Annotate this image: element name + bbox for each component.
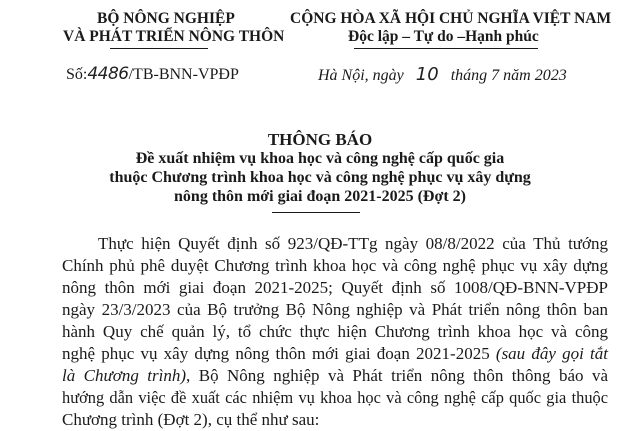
ministry-name-line1: BỘ NÔNG NGHIỆP bbox=[97, 10, 235, 27]
document-number-prefix: Số: bbox=[66, 66, 88, 83]
body-line-6 bbox=[62, 343, 608, 365]
document-date bbox=[318, 64, 567, 85]
body-line-3: nông thôn mới giai đoạn 2021-2025; Quyết định số 1008/QĐ-BNN-VPĐP bbox=[62, 278, 608, 297]
document-number-handwritten: 4486 bbox=[87, 64, 129, 84]
motto-underline bbox=[354, 48, 538, 49]
ministry-name-line2: VÀ PHÁT TRIỂN NÔNG THÔN bbox=[63, 28, 285, 45]
notice-heading: THÔNG BÁO bbox=[267, 130, 373, 149]
body-line-9: Chương trình (Đợt 2), cụ thể như sau: bbox=[62, 410, 320, 429]
body-line-7 bbox=[62, 365, 608, 387]
date-prefix: Hà Nội, ngày bbox=[318, 67, 404, 84]
national-title: CỘNG HÒA XÃ HỘI CHỦ NGHĨA VIỆT NAM bbox=[290, 10, 612, 27]
notice-subject-line3: nông thôn mới giai đoạn 2021-2025 (Đợt 2) bbox=[174, 188, 466, 205]
national-motto: Độc lập – Tự do –Hạnh phúc bbox=[348, 28, 539, 45]
body-line-4: ngày 23/3/2023 của Bộ trưởng Bộ Nông nghiệp và Phát triển nông thôn ban bbox=[62, 300, 608, 319]
document-number-suffix: /TB-BNN-VPĐP bbox=[128, 66, 239, 83]
date-day-handwritten: 10 bbox=[415, 64, 439, 85]
body-line-2: Chính phủ phê duyệt Chương trình khoa học và công nghệ phục vụ xây dựng bbox=[62, 256, 608, 275]
body-line-7-italic: là Chương trình) bbox=[62, 366, 187, 385]
body-line-7-text: , Bộ Nông nghiệp và Phát triển nông thôn thông báo và bbox=[186, 366, 609, 385]
notice-subject-line2: thuộc Chương trình khoa học và công nghệ phục vụ xây dựng bbox=[109, 169, 531, 186]
body-line-1: Thực hiện Quyết định số 923/QĐ-TTg ngày 08/8/2022 của Thủ tướng bbox=[98, 234, 608, 253]
body-line-6-italic: (sau đây gọi tắt bbox=[495, 344, 608, 363]
document-number bbox=[66, 64, 239, 84]
date-suffix: tháng 7 năm 2023 bbox=[450, 67, 567, 84]
notice-subject-line1: Đề xuất nhiệm vụ khoa học và công nghệ cấp quốc gia bbox=[135, 150, 505, 167]
body-line-8: hướng dẫn việc đề xuất các nhiệm vụ khoa học và công nghệ cấp quốc gia thuộc bbox=[62, 388, 608, 407]
body-line-6-text: nghệ phục vụ xây dựng nông thôn mới giai đoạn 2021-2025 bbox=[62, 344, 496, 363]
title-underline bbox=[272, 212, 360, 213]
ministry-underline bbox=[110, 48, 208, 49]
body-line-5: hành Quy chế quản lý, tổ chức thực hiện Chương trình khoa học và công bbox=[62, 322, 608, 341]
